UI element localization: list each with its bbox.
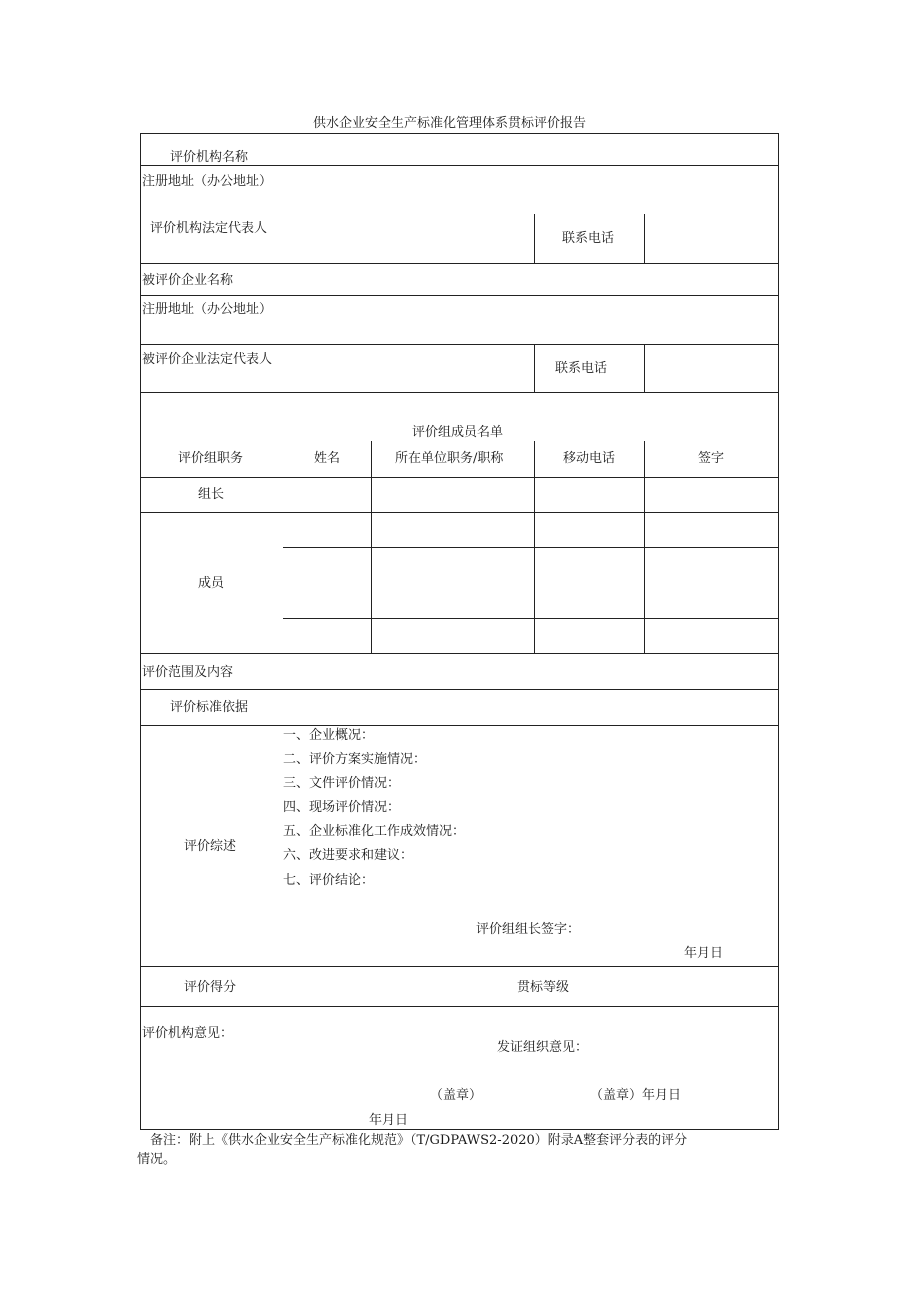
team-header-signature: 签字 bbox=[698, 451, 725, 466]
column-divider bbox=[644, 214, 645, 263]
column-divider bbox=[644, 441, 645, 653]
org-legal-rep-label: 评价机构法定代表人 bbox=[150, 221, 268, 236]
note-line-2: 情况。 bbox=[137, 1152, 177, 1167]
row-divider bbox=[283, 547, 779, 548]
summary-label: 评价综述 bbox=[184, 839, 237, 854]
column-divider bbox=[371, 441, 372, 653]
row-divider bbox=[283, 618, 779, 619]
org-seal-label: （盖章） bbox=[430, 1088, 483, 1103]
company-name-label: 被评价企业名称 bbox=[142, 273, 234, 288]
summary-item: 七、评价结论： bbox=[283, 873, 375, 888]
row-divider bbox=[140, 725, 779, 726]
row-divider bbox=[140, 653, 779, 654]
company-legal-rep-label: 被评价企业法定代表人 bbox=[142, 352, 273, 367]
team-header-role: 评价组职务 bbox=[178, 451, 244, 466]
summary-item: 六、改进要求和建议： bbox=[283, 848, 414, 863]
org-address-label: 注册地址（办公地址） bbox=[142, 174, 273, 189]
summary-item: 四、现场评价情况： bbox=[283, 800, 401, 815]
row-divider bbox=[140, 477, 779, 478]
summary-item: 一、企业概况： bbox=[283, 728, 375, 743]
scope-label: 评价范围及内容 bbox=[142, 665, 234, 680]
score-label: 评价得分 bbox=[184, 980, 237, 995]
column-divider bbox=[644, 344, 645, 392]
team-member-label: 成员 bbox=[198, 576, 225, 591]
row-divider bbox=[140, 344, 779, 345]
org-opinion-date-label: 年月日 bbox=[369, 1113, 409, 1128]
page-title: 供水企业安全生产标准化管理体系贯标评价报告 bbox=[313, 116, 587, 131]
row-divider bbox=[140, 263, 779, 264]
org-opinion-label: 评价机构意见： bbox=[142, 1026, 234, 1041]
cert-opinion-label: 发证组织意见： bbox=[497, 1040, 589, 1055]
note-line-1: 备注：附上《供水企业安全生产标准化规范》（T/GDPAWS2-2020）附录A整套评分表的评分 bbox=[150, 1133, 688, 1148]
company-address-label: 注册地址（办公地址） bbox=[142, 302, 273, 317]
team-leader-label: 组长 bbox=[198, 487, 225, 502]
team-section-title: 评价组成员名单 bbox=[412, 425, 504, 440]
summary-date-label: 年月日 bbox=[684, 946, 724, 961]
row-divider bbox=[140, 966, 779, 967]
row-divider bbox=[140, 392, 779, 393]
leader-signature-label: 评价组组长签字： bbox=[476, 922, 581, 937]
row-divider bbox=[140, 689, 779, 690]
column-divider bbox=[534, 214, 535, 263]
summary-item: 二、评价方案实施情况： bbox=[283, 752, 427, 767]
team-header-name: 姓名 bbox=[314, 451, 341, 466]
row-divider bbox=[140, 512, 779, 513]
cert-seal-date-label: （盖章）年月日 bbox=[590, 1088, 682, 1103]
standard-label: 评价标准依据 bbox=[170, 700, 249, 715]
org-phone-label: 联系电话 bbox=[562, 231, 615, 246]
company-phone-label: 联系电话 bbox=[555, 361, 608, 376]
summary-item: 三、文件评价情况： bbox=[283, 776, 401, 791]
team-header-mobile: 移动电话 bbox=[563, 451, 616, 466]
row-divider bbox=[140, 1006, 779, 1007]
row-divider bbox=[140, 295, 779, 296]
level-label: 贯标等级 bbox=[517, 980, 570, 995]
team-header-position: 所在单位职务/职称 bbox=[395, 451, 504, 466]
column-divider bbox=[534, 441, 535, 653]
column-divider bbox=[534, 344, 535, 392]
summary-item: 五、企业标准化工作成效情况： bbox=[283, 824, 466, 839]
org-name-label: 评价机构名称 bbox=[170, 150, 249, 165]
